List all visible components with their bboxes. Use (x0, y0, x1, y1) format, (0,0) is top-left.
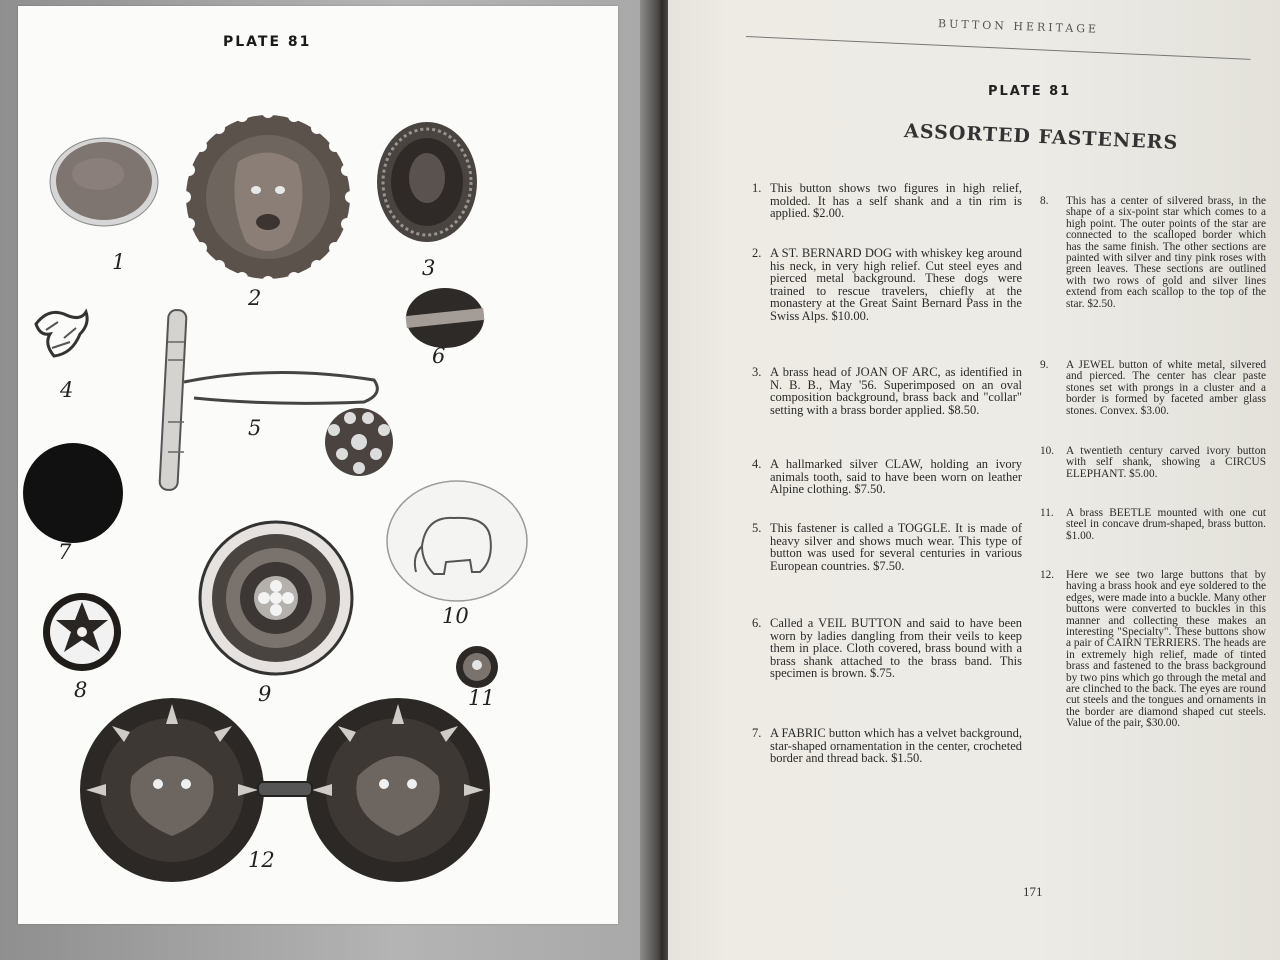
button-6-image (402, 284, 488, 352)
entry-8: 8. This has a center of silvered brass, in the shape of a six-point star which comes to a high point. The outer points of the star are connected to the scalloped border which has the same finish. The other sections are painted with silver and tiny pink roses with green leaves. These sections are outlined with two rows of gold and silver lines extend from each scallop to the top of the star. $2.50. (1040, 195, 1266, 310)
button-10-image (382, 476, 532, 606)
plate-label: PLATE 81 (223, 34, 312, 50)
entry-1: 1. This button shows two figures in high relief, molded. It has a self shank and a tin rim is applied. $2.00. (752, 181, 1022, 220)
numeral-3: 3 (422, 256, 436, 280)
button-4-image (24, 294, 104, 374)
entry-2: 2. A ST. BERNARD DOG with whiskey keg around his neck, in very high relief. Cut steel eyes and pierced metal background. These dogs were trained to rescue travelers, chiefly at the monastery at the Great Saint Bernard Pass in the Swiss Alps. $10.00. (752, 246, 1022, 323)
entry-7: 7. A FABRIC button which has a velvet background, star-shaped ornamentation in the center, crocheted border and thread back. $1.50. (752, 726, 1022, 765)
page-title: ASSORTED FASTENERS (903, 120, 1179, 154)
numeral-7: 7 (58, 540, 72, 564)
numeral-9: 9 (258, 682, 272, 706)
numeral-2: 2 (248, 286, 262, 310)
entry-9: 9. A JEWEL button of white metal, silvered and pierced. The center has clear paste stones set with prongs in a cluster and a border is formed by faceted amber glass stones. Convex. $3.00. (1040, 359, 1266, 417)
button-5-image (154, 302, 414, 502)
numeral-1: 1 (112, 250, 126, 274)
numeral-10: 10 (442, 604, 469, 628)
entry-5: 5. This fastener is called a TOGGLE. It is made of heavy silver and shows much wear. This type of button was used for several centuries in various European countries. $7.50. (752, 521, 1022, 573)
page-number: 171 (1023, 884, 1043, 899)
button-2-image (178, 102, 358, 292)
header-rule (746, 36, 1251, 60)
numeral-4: 4 (60, 378, 74, 402)
numeral-12: 12 (248, 848, 275, 872)
button-1-image (46, 134, 162, 230)
numeral-5: 5 (248, 416, 262, 440)
entry-6: 6. Called a VEIL BUTTON and said to have been worn by ladies dangling from their veils to keep them in place. Cloth covered, brass bound with a brass shank attached to the brass band. This specimen is brown. $.75. (752, 616, 1022, 680)
numeral-6: 6 (432, 344, 446, 368)
entry-11: 11. A brass BEETLE mounted with one cut steel in concave drum-shaped, brass button. $1.00. (1040, 507, 1266, 542)
button-3-image (374, 118, 480, 246)
entry-12: 12. Here we see two large buttons that by having a brass hook and eye soldered to the edges, were made into a buckle. Many other buttons were converted to buckles in this manner and collecting these makes an interesting "Specialty". These buttons show a pair of CAIRN TERRIERS. The heads are in extremely high relief, made of tinted brass and fastened to the brass background by two pins which go through the metal and are clinched to the back. The eyes are round cut steels and the tongues and ornaments in the border are diamond shaped cut steels. Value of the pair, $30.00. (1040, 569, 1266, 730)
button-8-image (40, 590, 124, 674)
running-head: BUTTON HERITAGE (937, 17, 1100, 36)
numeral-11: 11 (468, 686, 495, 710)
plate-label-right: PLATE 81 (988, 84, 1072, 99)
right-page (668, 0, 1280, 960)
entry-4: 4. A hallmarked silver CLAW, holding an ivory animals tooth, said to have been worn on leather Alpine clothing. $7.50. (752, 457, 1022, 496)
plate-panel (18, 6, 618, 924)
entry-10: 10. A twentieth century carved ivory button with self shank, showing a CIRCUS ELEPHANT. $5.00. (1040, 445, 1266, 480)
entry-3: 3. A brass head of JOAN OF ARC, as identified in N. B. B., May '56. Superimposed on an oval composition background, brass back and "collar" setting with a brass border applied. $8.50. (752, 365, 1022, 417)
numeral-8: 8 (74, 678, 88, 702)
button-12-image (72, 696, 492, 886)
button-7-image (18, 438, 128, 548)
button-9-image (196, 518, 356, 678)
button-11-image (454, 644, 500, 690)
